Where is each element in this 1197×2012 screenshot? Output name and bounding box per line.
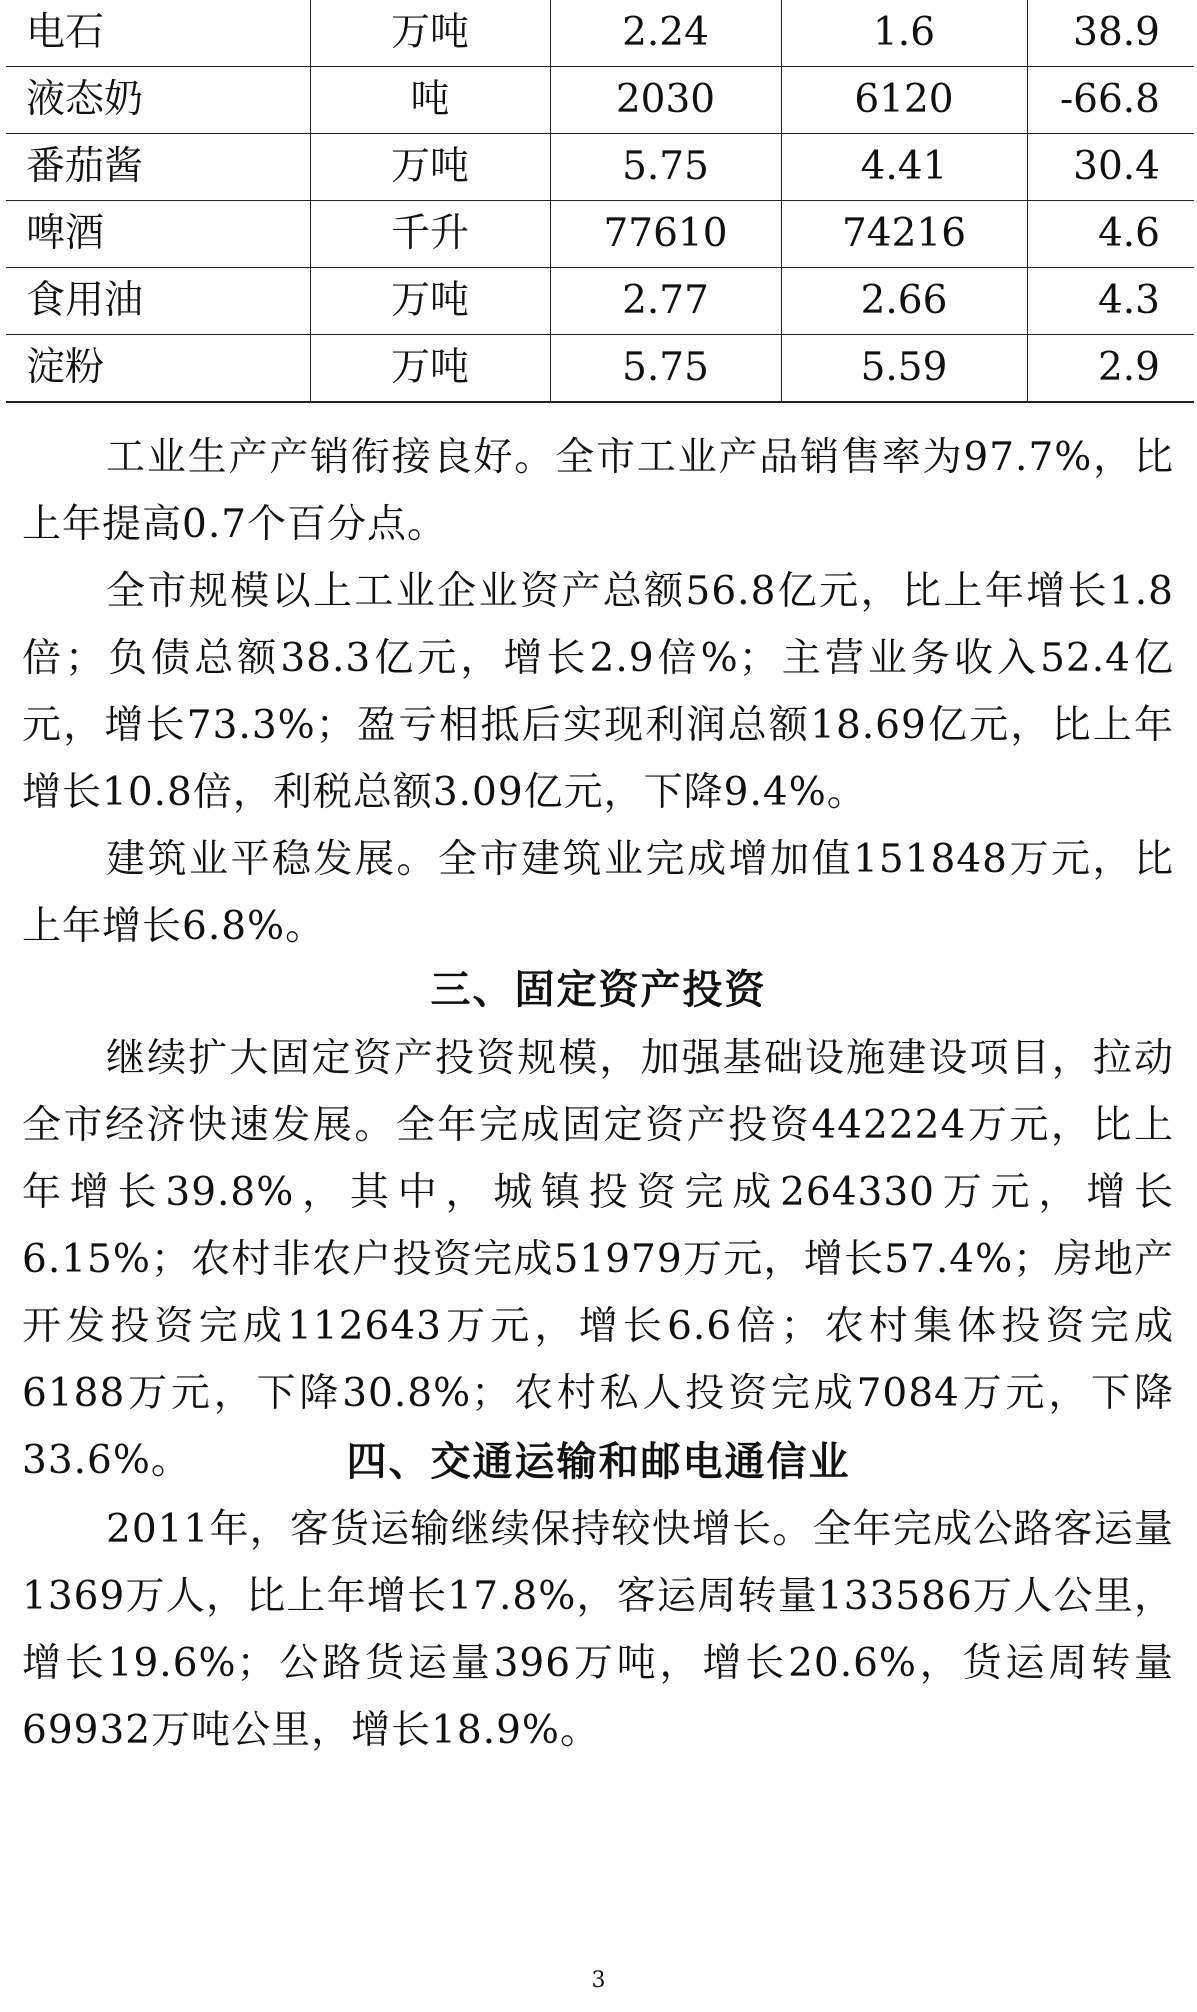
previous-year-cell: 4.41: [781, 134, 1027, 201]
table-row: [6, 335, 1194, 403]
table-row: [6, 201, 1194, 268]
current-year-cell: 5.75: [550, 134, 781, 201]
current-year-cell: 77610: [550, 201, 781, 268]
current-year-cell: 2030: [550, 67, 781, 134]
growth-rate-cell: -66.8: [1027, 67, 1194, 134]
unit-cell: 千升: [310, 201, 550, 268]
table-row: [6, 268, 1194, 335]
section-heading-transport: 四、交通运输和邮电通信业: [346, 1438, 851, 1485]
paragraph-construction: 建筑业平稳发展。全市建筑业完成增加值151848万元，比上年增长6.8%。: [22, 837, 1174, 949]
growth-rate-cell: 4.3: [1027, 268, 1194, 335]
previous-year-cell: 74216: [781, 201, 1027, 268]
paragraph-fixed-assets: 继续扩大固定资产投资规模，加强基础设施建设项目，拉动全市经济快速发展。全年完成固定资产投资442224万元，比上年增长39.8%，其中，城镇投资完成264330万元，增长6.15%；农村非农户投资完成51979万元，增长57.4%；房地产开发投资完成112643万元，增长6.6倍；农村集体投资完成6188万元，下降30.8%；农村私人投资完成7084万元，下降33.6%。: [22, 1036, 1174, 1483]
growth-rate-cell: 4.6: [1027, 201, 1194, 268]
table-row: [6, 134, 1194, 201]
unit-cell: 吨: [310, 67, 550, 134]
previous-year-cell: 1.6: [781, 0, 1027, 67]
product-output-table: [6, 0, 1194, 403]
unit-cell: 万吨: [310, 268, 550, 335]
unit-cell: 万吨: [310, 335, 550, 403]
product-name-cell: 啤酒: [6, 201, 310, 268]
product-name-cell: 食用油: [6, 268, 310, 335]
previous-year-cell: 2.66: [781, 268, 1027, 335]
paragraph-transport: 2011年，客货运输继续保持较快增长。全年完成公路客运量1369万人，比上年增长17.8%，客运周转量133586万人公里，增长19.6%；公路货运量396万吨，增长20.6%，货运周转量69932万吨公里，增长18.9%。: [22, 1507, 1174, 1753]
product-name-cell: 番茄酱: [6, 134, 310, 201]
page-number: 3: [591, 1968, 606, 1993]
unit-cell: 万吨: [310, 134, 550, 201]
current-year-cell: 2.77: [550, 268, 781, 335]
growth-rate-cell: 30.4: [1027, 134, 1194, 201]
growth-rate-cell: 2.9: [1027, 335, 1194, 403]
product-name-cell: 液态奶: [6, 67, 310, 134]
paragraph-enterprise-assets: 全市规模以上工业企业资产总额56.8亿元，比上年增长1.8倍；负债总额38.3亿元，增长2.9倍%；主营业务收入52.4亿元，增长73.3%；盈亏相抵后实现利润总额18.69亿元，比上年增长10.8倍，利税总额3.09亿元，下降9.4%。: [22, 569, 1174, 815]
unit-cell: 万吨: [310, 0, 550, 67]
current-year-cell: 2.24: [550, 0, 781, 67]
section-heading-fixed-assets: 三、固定资产投资: [430, 966, 767, 1013]
previous-year-cell: 6120: [781, 67, 1027, 134]
table-row: [6, 0, 1194, 67]
product-name-cell: 淀粉: [6, 335, 310, 403]
product-name-cell: 电石: [6, 0, 310, 67]
current-year-cell: 5.75: [550, 335, 781, 403]
paragraph-sales-rate: 工业生产产销衔接良好。全市工业产品销售率为97.7%，比上年提高0.7个百分点。: [22, 435, 1174, 547]
table-row: [6, 67, 1194, 134]
growth-rate-cell: 38.9: [1027, 0, 1194, 67]
previous-year-cell: 5.59: [781, 335, 1027, 403]
